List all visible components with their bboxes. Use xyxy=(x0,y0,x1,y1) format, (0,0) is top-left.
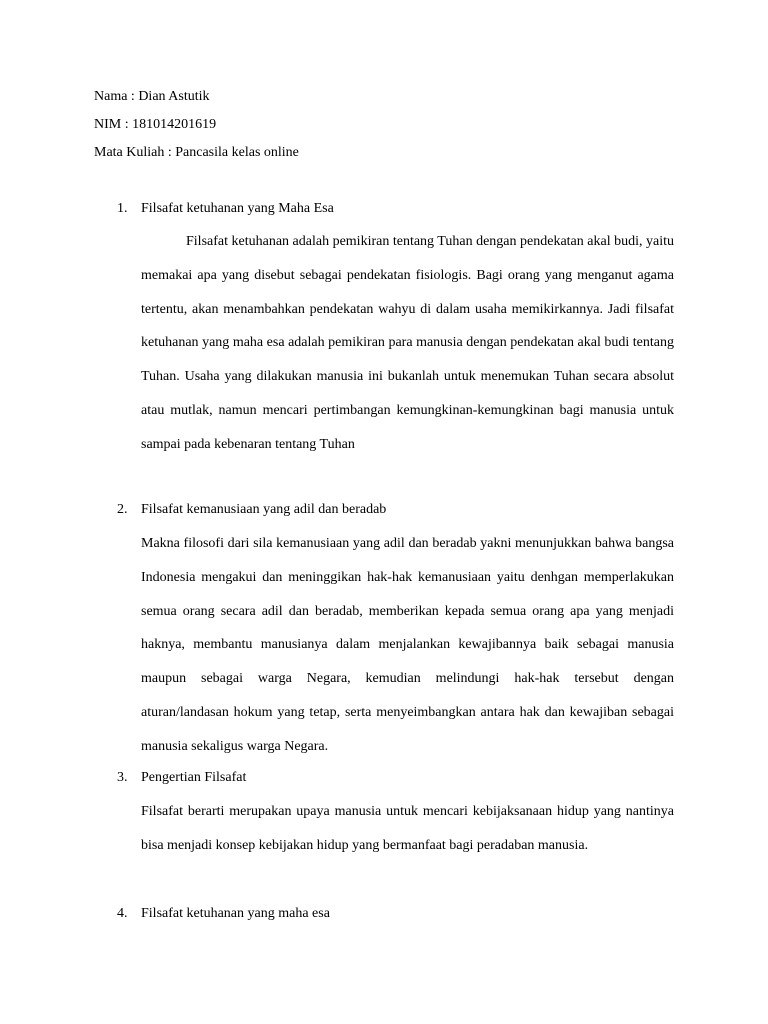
student-nim: NIM : 181014201619 xyxy=(94,117,217,132)
section-3-number: 3. xyxy=(117,770,128,785)
section-3-body: Filsafat berarti merupakan upaya manusia untuk mencari kebijaksanaan hidup yang nantinya bisa menjadi konsep kebijakan hidup yang bermanfaat bagi peradaban manusia. xyxy=(141,804,674,853)
section-1-number: 1. xyxy=(117,201,128,216)
section-4-number: 4. xyxy=(117,906,128,921)
section-2-number: 2. xyxy=(117,502,128,517)
section-3-title: Pengertian Filsafat xyxy=(141,770,247,785)
section-2-body: Makna filosofi dari sila kemanusiaan yang adil dan beradab yakni menunjukkan bahwa bangsa Indonesia mengakui dan meninggikan hak-hak kemanusiaan yaitu denhgan memperlakukan semua orang secara adil dan beradab, memberikan kepada semua orang apa yang menjadi haknya, membantu manusianya dalam menjalankan kewajibannya baik sebagai manusia maupun sebagai warga Negara, kemudian melindungi hak-hak tersebut dengan aturan/landasan hokum yang tetap, serta menyeimbangkan antara hak dan kewajiban sebagai manusia sekaligus warga Negara. xyxy=(141,536,674,754)
section-1-body: Filsafat ketuhanan adalah pemikiran tentang Tuhan dengan pendekatan akal budi, yaitu memakai apa yang disebut sebagai pendekatan fisiologis. Bagi orang yang menganut agama tertentu, akan menambahkan pendekatan wahyu di dalam usaha memikirkannya. Jadi filsafat ketuhanan yang maha esa adalah pemikiran para manusia dengan pendekatan akal budi tentang Tuhan. Usaha yang dilakukan manusia ini bukanlah untuk menemukan Tuhan secara absolut atau mutlak, namun mencari pertimbangan kemungkinan-kemungkinan bagi manusia untuk sampai pada kebenaran tentang Tuhan xyxy=(141,234,674,452)
section-1-title: Filsafat ketuhanan yang Maha Esa xyxy=(141,201,334,216)
section-4-title: Filsafat ketuhanan yang maha esa xyxy=(141,906,330,921)
student-name: Nama : Dian Astutik xyxy=(94,89,210,104)
section-2-title: Filsafat kemanusiaan yang adil dan beradab xyxy=(141,502,387,517)
course-name: Mata Kuliah : Pancasila kelas online xyxy=(94,145,299,160)
